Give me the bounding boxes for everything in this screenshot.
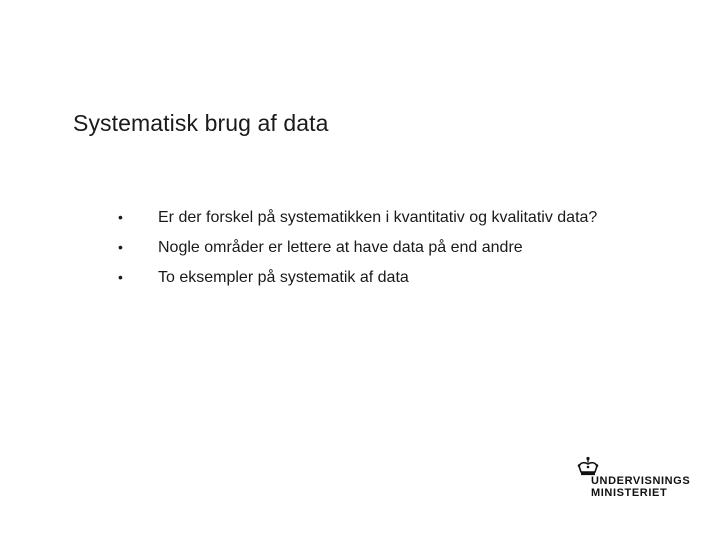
bullet-dot: • xyxy=(118,239,123,255)
bullet-item xyxy=(118,207,618,228)
bullet-item xyxy=(118,237,618,258)
ministry-logo xyxy=(576,452,716,502)
slide-title: Systematisk brug af data xyxy=(73,110,329,136)
logo-text-line2: MINISTERIET xyxy=(591,487,668,499)
bullet-dot: • xyxy=(118,269,123,285)
bullet-text: Er der forskel på systematikken i kvantitativ og kvalitativ data? xyxy=(158,209,598,226)
bullet-item xyxy=(118,267,618,288)
bullet-text: To eksempler på systematik af data xyxy=(158,269,409,286)
bullet-dot: • xyxy=(118,209,123,225)
bullet-list xyxy=(118,207,618,297)
logo-text-line1: UNDERVISNINGS xyxy=(591,475,691,487)
bullet-text: Nogle områder er lettere at have data på end andre xyxy=(158,239,523,256)
